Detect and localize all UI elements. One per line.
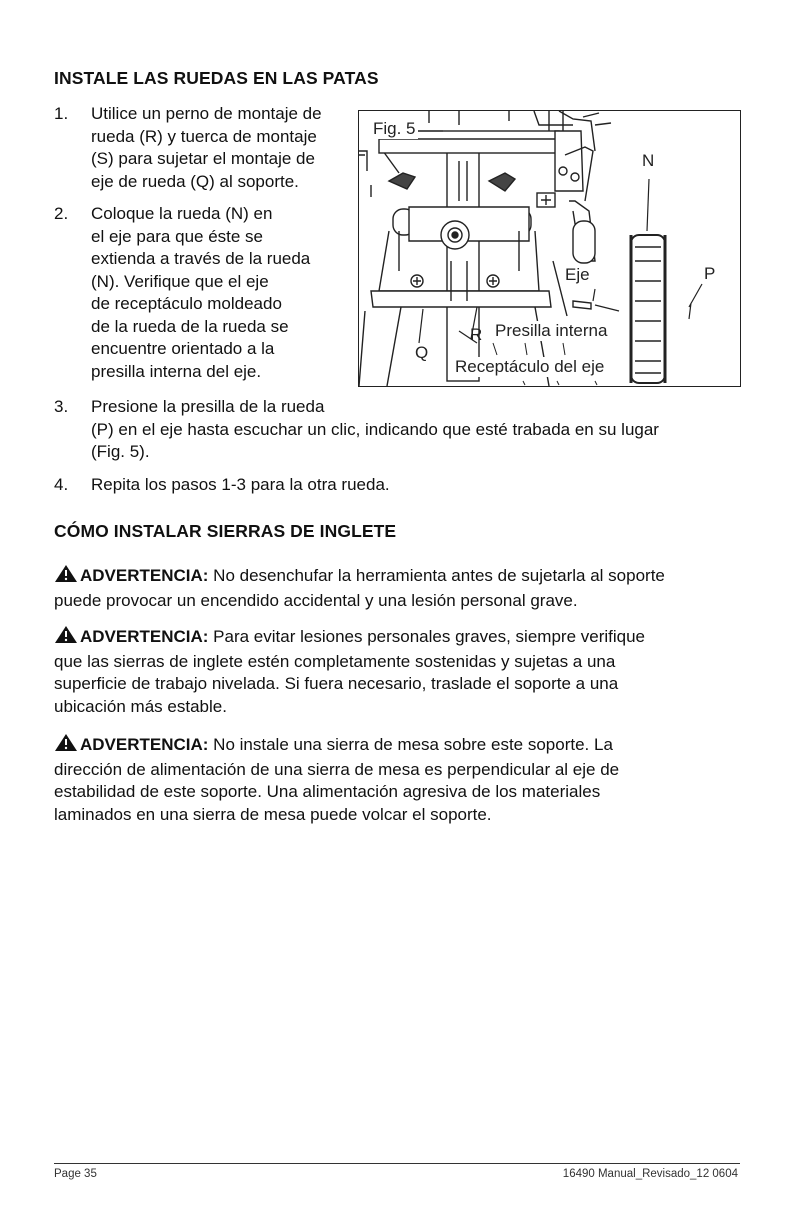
label-R: R [470,325,483,344]
step-1-line: Utilice un perno de montaje de [91,104,322,123]
warning-3 [54,733,744,826]
step-3-text [91,396,659,464]
label-receptaculo: Receptáculo del eje [455,357,605,376]
warning-1-line [54,564,744,590]
warning-label: ADVERTENCIA: [80,566,209,585]
warning-3-line: laminados en una sierra de mesa puede volcar el soporte. [54,804,492,824]
label-presilla-interna: Presilla interna [495,321,608,340]
section-heading-miter-saws: CÓMO INSTALAR SIERRAS DE INGLETE [54,521,397,541]
step-2-line: el eje para que éste se [91,226,264,246]
warning-2-line [54,625,744,651]
warning-triangle-icon [54,733,78,759]
warning-3-line: dirección de alimentación de una sierra de mesa es perpendicular al eje de [54,759,620,779]
step-3-line: Presione la presilla de la rueda [91,397,325,416]
step-3-line: (P) en el eje hasta escuchar un clic, indicando que esté trabada en su lugar [91,419,659,439]
page-number: Page 35 [54,1168,97,1180]
step-number-4: 4. [54,475,69,494]
step-number-2: 2. [54,204,69,223]
label-eje: Eje [565,265,590,284]
section-heading-wheels: INSTALE LAS RUEDAS EN LAS PATAS [54,68,379,88]
step-1-text [91,103,322,193]
step-number-1: 1. [54,104,69,123]
warning-triangle-icon [54,564,78,590]
figure-5 [358,110,741,387]
step-1-line: rueda (R) y tuerca de montaje [91,126,317,146]
warning-1 [54,564,744,612]
warning-2-line: ubicación más estable. [54,696,227,716]
step-4-text: Repita los pasos 1-3 para la otra rueda. [91,475,390,494]
warning-1-line: puede provocar un encendido accidental y una lesión personal grave. [54,590,578,610]
step-2-line: de la rueda de la rueda se [91,316,289,336]
document-id: 16490 Manual_Revisado_12 0604 [562,1168,738,1180]
warning-label: ADVERTENCIA: [80,627,209,646]
label-P: P [704,264,716,283]
step-1-line: (S) para sujetar el montaje de [91,149,315,168]
step-number-3: 3. [54,397,69,416]
step-2-line: de receptáculo moldeado [91,294,282,313]
step-1-line: eje de rueda (Q) al soporte. [91,171,299,191]
warning-3-line: estabilidad de este soporte. Una alimentación agresiva de los materiales [54,782,601,801]
warning-text: Para evitar lesiones personales graves, siempre verifique [208,627,645,646]
warning-text: No desenchufar la herramienta antes de sujetarla al soporte [208,566,665,585]
step-2-line: encuentre orientado a la [91,339,275,358]
warning-label: ADVERTENCIA: [80,735,209,754]
footer-divider [54,1163,740,1164]
figure-title: Fig. 5 [373,119,416,138]
step-2-line: (N). Verifique que el eje [91,271,269,291]
step-3-line: (Fig. 5). [91,442,150,461]
warning-3-line [54,733,744,759]
warning-text: No instale una sierra de mesa sobre este soporte. La [208,735,613,754]
step-2-line: Coloque la rueda (N) en [91,204,273,223]
warning-triangle-icon [54,625,78,651]
step-2-line: presilla interna del eje. [91,361,262,381]
label-Q: Q [415,343,429,362]
warning-2 [54,625,744,718]
warning-2-line: que las sierras de inglete estén completamente sostenidas y sujetas a una [54,651,616,671]
label-N: N [642,151,655,170]
step-2-line: extienda a través de la rueda [91,249,311,268]
step-2-text [91,203,310,383]
warning-2-line: superficie de trabajo nivelada. Si fuera necesario, traslade el soporte a una [54,674,619,693]
